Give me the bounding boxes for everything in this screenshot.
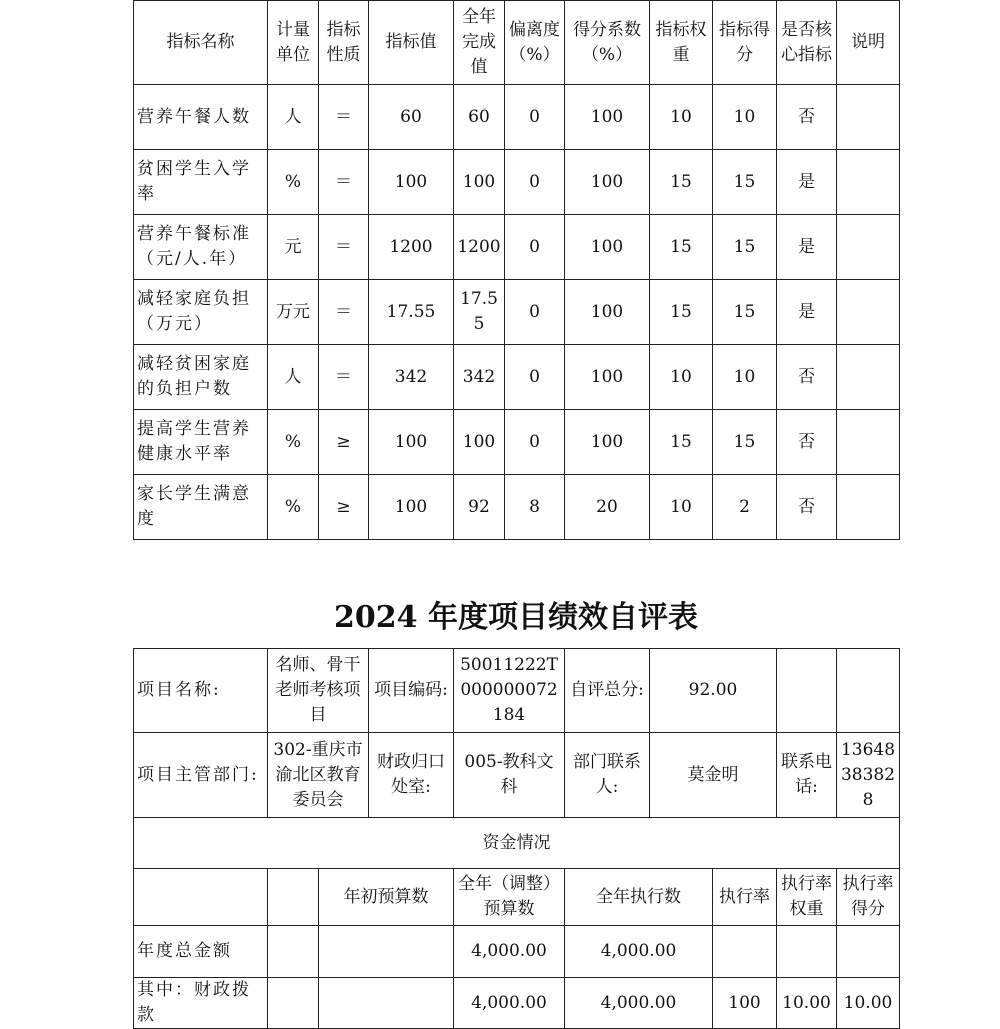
funds-header-row (134, 869, 900, 926)
header-cell: 全年（调整）预算数 (454, 869, 565, 926)
indicator-score: 10 (713, 85, 777, 150)
indicator-note (837, 280, 900, 345)
indicator-weight: 10 (650, 85, 713, 150)
empty-cell (268, 978, 319, 1029)
table-row (134, 280, 900, 345)
header-cell: 年初预算数 (319, 869, 454, 926)
funds-rate: 100 (713, 978, 777, 1029)
indicator-nature: ＝ (319, 280, 369, 345)
funds-initial (319, 926, 454, 978)
funds-executed: 4,000.00 (565, 978, 713, 1029)
indicator-unit: 元 (268, 215, 319, 280)
project-name-value: 名师、骨干老师考核项目 (268, 649, 369, 733)
indicator-note (837, 215, 900, 280)
project-code-value: 50011222T000000072184 (454, 649, 565, 733)
funds-row-label: 年度总金额 (134, 926, 268, 978)
indicator-coef: 100 (565, 410, 650, 475)
table-row (134, 215, 900, 280)
indicator-deviation: 0 (505, 280, 565, 345)
empty-cell (777, 649, 837, 733)
phone-label: 联系电话: (777, 733, 837, 818)
indicator-score: 2 (713, 475, 777, 540)
indicator-name: 营养午餐人数 (134, 85, 268, 150)
phone-value: 13648383828 (837, 733, 900, 818)
header-cell: 执行率 (713, 869, 777, 926)
indicator-coef: 100 (565, 85, 650, 150)
funds-weight (777, 926, 837, 978)
header-cell: 是否核心指标 (777, 1, 837, 85)
indicator-target: 100 (369, 150, 454, 215)
indicator-deviation: 0 (505, 150, 565, 215)
indicator-actual: 100 (454, 410, 505, 475)
funds-score: 10.00 (837, 978, 900, 1029)
indicator-weight: 15 (650, 410, 713, 475)
indicator-coef: 20 (565, 475, 650, 540)
empty-cell (837, 649, 900, 733)
indicator-name: 贫困学生入学率 (134, 150, 268, 215)
indicator-name: 提高学生营养健康水平率 (134, 410, 268, 475)
header-cell: 全年完成值 (454, 1, 505, 85)
indicator-unit: 人 (268, 345, 319, 410)
self-evaluation-table (133, 648, 900, 1029)
indicator-core: 是 (777, 280, 837, 345)
funds-adjusted: 4,000.00 (454, 926, 565, 978)
indicator-target: 17.55 (369, 280, 454, 345)
indicator-table (133, 0, 900, 540)
indicator-coef: 100 (565, 215, 650, 280)
indicator-core: 是 (777, 215, 837, 280)
table-row (134, 926, 900, 978)
indicator-actual: 92 (454, 475, 505, 540)
indicator-score: 15 (713, 410, 777, 475)
project-row (134, 649, 900, 733)
indicator-core: 否 (777, 410, 837, 475)
header-cell (134, 869, 268, 926)
funds-initial (319, 978, 454, 1029)
header-cell: 指标得分 (713, 1, 777, 85)
indicator-note (837, 475, 900, 540)
indicator-nature: ≥ (319, 410, 369, 475)
indicator-unit: 万元 (268, 280, 319, 345)
header-cell: 偏离度（%） (505, 1, 565, 85)
header-cell: 执行率权重 (777, 869, 837, 926)
indicator-target: 342 (369, 345, 454, 410)
funds-executed: 4,000.00 (565, 926, 713, 978)
indicator-header-row (134, 1, 900, 85)
indicator-target: 1200 (369, 215, 454, 280)
indicator-unit: % (268, 410, 319, 475)
table-row (134, 475, 900, 540)
indicator-name: 家长学生满意度 (134, 475, 268, 540)
funds-weight: 10.00 (777, 978, 837, 1029)
header-cell: 指标名称 (134, 1, 268, 85)
department-value: 302-重庆市渝北区教育委员会 (268, 733, 369, 818)
table-row (134, 978, 900, 1029)
indicator-coef: 100 (565, 150, 650, 215)
contact-label: 部门联系人: (565, 733, 650, 818)
indicator-score: 15 (713, 215, 777, 280)
indicator-note (837, 345, 900, 410)
funds-section-row (134, 818, 900, 869)
indicator-note (837, 410, 900, 475)
indicator-nature: ＝ (319, 345, 369, 410)
header-cell: 得分系数（%） (565, 1, 650, 85)
indicator-core: 否 (777, 85, 837, 150)
indicator-actual: 1200 (454, 215, 505, 280)
funds-adjusted: 4,000.00 (454, 978, 565, 1029)
indicator-deviation: 0 (505, 215, 565, 280)
indicator-core: 是 (777, 150, 837, 215)
indicator-score: 15 (713, 150, 777, 215)
indicator-note (837, 85, 900, 150)
indicator-name: 营养午餐标准（元/人.年） (134, 215, 268, 280)
finance-office-value: 005-教科文科 (454, 733, 565, 818)
indicator-name: 减轻贫困家庭的负担户数 (134, 345, 268, 410)
indicator-weight: 15 (650, 150, 713, 215)
contact-value: 莫金明 (650, 733, 777, 818)
indicator-target: 100 (369, 475, 454, 540)
indicator-deviation: 8 (505, 475, 565, 540)
project-name-label: 项目名称: (134, 649, 268, 733)
document-title: 2024 年度项目绩效自评表 (334, 600, 698, 635)
indicator-weight: 15 (650, 215, 713, 280)
indicator-unit: % (268, 150, 319, 215)
empty-cell (268, 869, 319, 926)
department-row (134, 733, 900, 818)
indicator-deviation: 0 (505, 410, 565, 475)
indicator-actual: 342 (454, 345, 505, 410)
indicator-target: 100 (369, 410, 454, 475)
indicator-nature: ＝ (319, 150, 369, 215)
funds-score (837, 926, 900, 978)
table-row (134, 410, 900, 475)
indicator-actual: 60 (454, 85, 505, 150)
indicator-score: 15 (713, 280, 777, 345)
indicator-actual: 100 (454, 150, 505, 215)
indicator-unit: 人 (268, 85, 319, 150)
header-cell: 指标性质 (319, 1, 369, 85)
indicator-weight: 10 (650, 345, 713, 410)
header-cell: 计量单位 (268, 1, 319, 85)
indicator-actual: 17.55 (454, 280, 505, 345)
indicator-weight: 15 (650, 280, 713, 345)
indicator-weight: 10 (650, 475, 713, 540)
project-code-label: 项目编码: (369, 649, 454, 733)
self-score-value: 92.00 (650, 649, 777, 733)
funds-row-label: 其中：财政拨款 (134, 978, 268, 1029)
indicator-nature: ≥ (319, 475, 369, 540)
indicator-core: 否 (777, 475, 837, 540)
funds-rate (713, 926, 777, 978)
header-cell: 执行率得分 (837, 869, 900, 926)
indicator-deviation: 0 (505, 85, 565, 150)
table-row (134, 150, 900, 215)
department-label: 项目主管部门: (134, 733, 268, 818)
indicator-note (837, 150, 900, 215)
table-row (134, 85, 900, 150)
indicator-core: 否 (777, 345, 837, 410)
indicator-coef: 100 (565, 345, 650, 410)
finance-office-label: 财政归口处室: (369, 733, 454, 818)
header-cell: 指标权重 (650, 1, 713, 85)
indicator-target: 60 (369, 85, 454, 150)
indicator-name: 减轻家庭负担（万元） (134, 280, 268, 345)
indicator-nature: ＝ (319, 215, 369, 280)
table-row (134, 345, 900, 410)
indicator-unit: % (268, 475, 319, 540)
indicator-nature: ＝ (319, 85, 369, 150)
funds-section-title: 资金情况 (134, 818, 900, 869)
header-cell: 说明 (837, 1, 900, 85)
header-cell: 全年执行数 (565, 869, 713, 926)
indicator-coef: 100 (565, 280, 650, 345)
header-cell: 指标值 (369, 1, 454, 85)
indicator-deviation: 0 (505, 345, 565, 410)
indicator-score: 10 (713, 345, 777, 410)
empty-cell (268, 926, 319, 978)
self-score-label: 自评总分: (565, 649, 650, 733)
